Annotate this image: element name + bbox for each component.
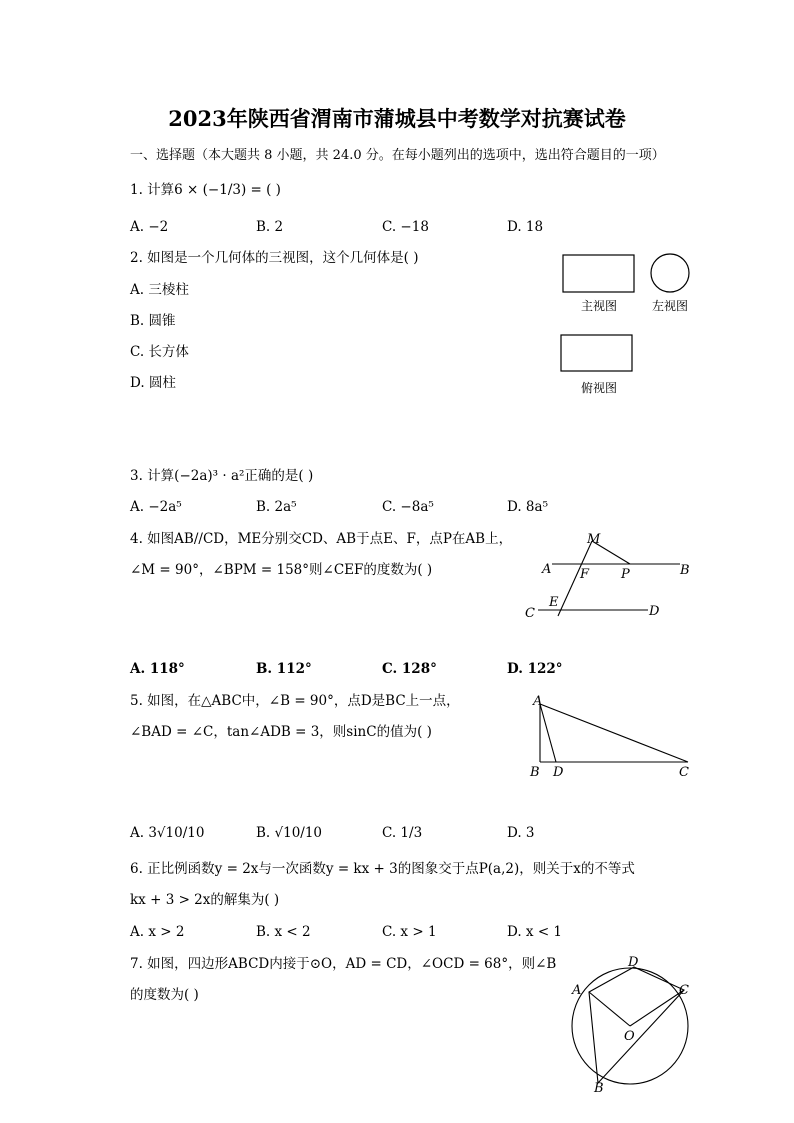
label-a: A — [542, 562, 552, 577]
right-triangle-figure — [522, 690, 697, 785]
q1-option-d: D. 18 — [507, 219, 544, 235]
q3-option-c: C. −8a⁵ — [382, 499, 434, 515]
segment-ad — [540, 704, 556, 762]
question-6-text-line2: kx + 3 > 2x的解集为( ) — [130, 892, 280, 908]
question-4-text-line2: ∠M = 90°，∠BPM = 158°则∠CEF的度数为( ) — [130, 562, 433, 578]
q2-option-d: D. 圆柱 — [130, 375, 176, 391]
label-b: B — [530, 765, 540, 780]
label-f: F — [580, 567, 590, 582]
q4-option-b: B. 112° — [256, 661, 312, 677]
side-ac — [540, 704, 688, 762]
q3-option-b: B. 2a⁵ — [256, 499, 297, 515]
q4-option-c: C. 128° — [382, 661, 437, 677]
segment-co — [630, 990, 684, 1026]
label-a: A — [572, 983, 582, 998]
side-view-circle — [651, 254, 689, 292]
top-view-label: 俯视图 — [580, 381, 618, 395]
label-m: M — [587, 532, 601, 547]
label-d: D — [628, 955, 639, 970]
label-b: B — [680, 563, 690, 578]
page-title: 2023年陕西省渭南市蒲城县中考数学对抗赛试卷 — [168, 106, 626, 131]
label-c: C — [525, 606, 535, 621]
question-2-text: 2. 如图是一个几何体的三视图，这个几何体是( ) — [130, 250, 419, 266]
q2-option-b: B. 圆锥 — [130, 313, 176, 329]
q2-option-c: C. 长方体 — [130, 344, 189, 360]
q4-option-a: A. 118° — [130, 661, 185, 677]
q1-option-b: B. 2 — [256, 219, 284, 235]
front-view-label: 主视图 — [580, 299, 618, 313]
segment-ao — [589, 992, 630, 1026]
q5-option-b: B. √10/10 — [256, 825, 323, 841]
label-d: D — [649, 604, 660, 619]
section-heading: 一、选择题（本大题共 8 小题，共 24.0 分。在每小题列出的选项中，选出符合题目的一项） — [130, 148, 665, 163]
label-c: C — [679, 765, 689, 780]
parallel-lines-figure — [520, 528, 700, 623]
top-view-rect — [561, 335, 632, 371]
question-5-text-line2: ∠BAD = ∠C，tan∠ADB = 3，则sinC的值为( ) — [130, 724, 432, 740]
q2-option-a: A. 三棱柱 — [130, 282, 189, 298]
label-c: C — [679, 983, 689, 998]
label-p: P — [621, 567, 630, 582]
inscribed-quadrilateral-figure — [560, 950, 710, 1098]
q5-option-a: A. 3√10/10 — [130, 825, 205, 841]
three-views-figure — [555, 248, 705, 398]
label-e: E — [549, 595, 559, 610]
question-6-text-line1: 6. 正比例函数y = 2x与一次函数y = kx + 3的图象交于点P(a,2)，则关于x的不等式 — [130, 861, 635, 877]
side-view-label: 左视图 — [651, 299, 689, 313]
question-1-text: 1. 计算6 × (−1/3) = ( ) — [130, 182, 281, 198]
label-b: B — [594, 1081, 604, 1096]
question-4-text-line1: 4. 如图AB//CD，ME分别交CD、AB于点E、F，点P在AB上， — [130, 531, 513, 547]
q6-option-b: B. x < 2 — [256, 924, 311, 940]
question-3-text: 3. 计算(−2a)³ · a²正确的是( ) — [130, 468, 314, 484]
q3-option-d: D. 8a⁵ — [507, 499, 548, 515]
question-7-text-line1: 7. 如图，四边形ABCD内接于⊙O，AD = CD，∠OCD = 68°，则∠B — [130, 956, 557, 972]
q4-option-d: D. 122° — [507, 661, 563, 677]
front-view-rect — [563, 255, 634, 292]
q5-option-d: D. 3 — [507, 825, 535, 841]
q5-option-c: C. 1/3 — [382, 825, 423, 841]
question-5-text-line1: 5. 如图，在△ABC中，∠B = 90°，点D是BC上一点， — [130, 693, 460, 709]
q6-option-c: C. x > 1 — [382, 924, 437, 940]
label-d: D — [553, 765, 564, 780]
label-o: O — [624, 1029, 635, 1044]
q1-option-a: A. −2 — [130, 219, 169, 235]
question-7-text-line2: 的度数为( ) — [130, 987, 199, 1003]
q6-option-a: A. x > 2 — [130, 924, 185, 940]
label-a: A — [533, 694, 543, 709]
q3-option-a: A. −2a⁵ — [130, 499, 182, 515]
q1-option-c: C. −18 — [382, 219, 429, 235]
q6-option-d: D. x < 1 — [507, 924, 563, 940]
